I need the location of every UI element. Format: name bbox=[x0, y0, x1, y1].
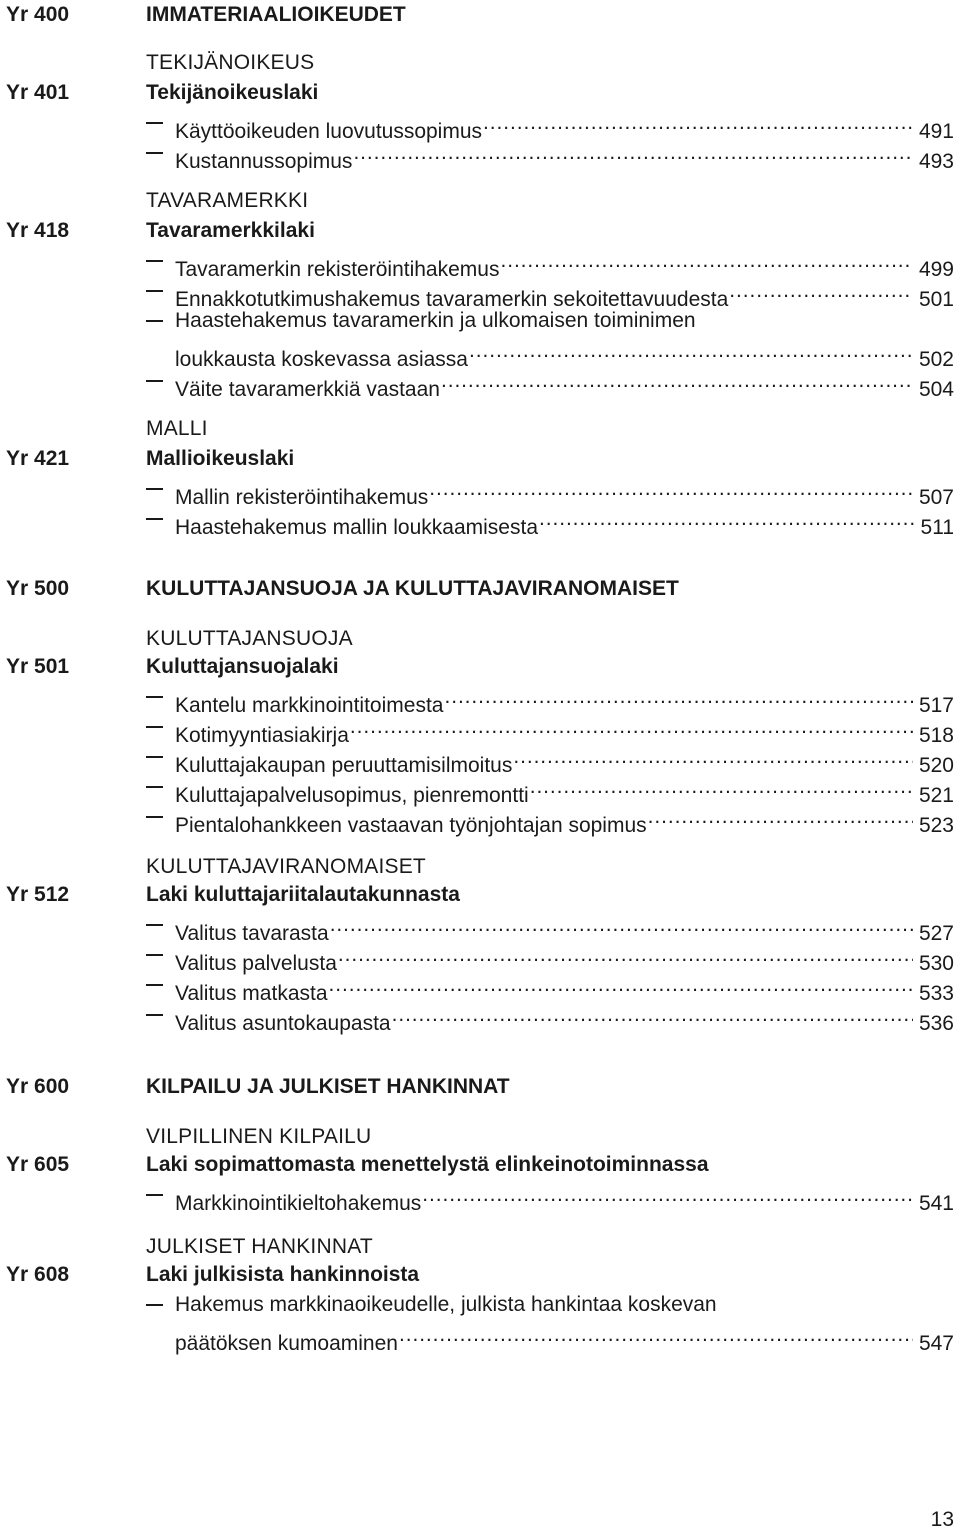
entry-line bbox=[175, 276, 954, 311]
subsection-heading: TEKIJÄNOIKEUS bbox=[146, 51, 315, 74]
toc-entry-line bbox=[0, 1290, 960, 1320]
entry-label: Kuluttajapalvelusopimus, pienremontti bbox=[175, 784, 529, 807]
entry-line bbox=[175, 910, 954, 945]
toc-entry[interactable] bbox=[0, 108, 960, 143]
entry-label: Tavaramerkin rekisteröintihakemus bbox=[175, 258, 500, 281]
law-title: Laki kuluttajariitalautakunnasta bbox=[146, 883, 460, 906]
entry-line bbox=[175, 682, 954, 717]
entry-page-number: 530 bbox=[918, 952, 954, 975]
entry-label: päätöksen kumoaminen bbox=[175, 1332, 398, 1355]
entry-line bbox=[175, 336, 954, 371]
entry-label: Valitus palvelusta bbox=[175, 952, 337, 975]
entry-label: Valitus matkasta bbox=[175, 982, 328, 1005]
dot-leader bbox=[647, 802, 913, 832]
entry-line bbox=[175, 1320, 954, 1355]
section-title: KILPAILU JA JULKISET HANKINNAT bbox=[146, 1075, 510, 1098]
entry-page-number: 493 bbox=[918, 150, 954, 173]
toc-entry[interactable] bbox=[0, 970, 960, 1005]
entry-dash bbox=[146, 518, 163, 520]
dot-leader bbox=[337, 940, 913, 970]
dot-leader bbox=[398, 1320, 913, 1350]
section-title: IMMATERIAALIOIKEUDET bbox=[146, 3, 406, 26]
entry-dash bbox=[146, 380, 163, 382]
toc-entry[interactable] bbox=[0, 940, 960, 975]
toc-entry[interactable] bbox=[0, 742, 960, 777]
entry-line bbox=[175, 108, 954, 143]
entry-dash bbox=[146, 924, 163, 926]
entry-label: Haastehakemus mallin loukkaamisesta bbox=[175, 516, 538, 539]
toc-entry[interactable] bbox=[0, 802, 960, 837]
subsection-heading-row bbox=[0, 1122, 960, 1152]
entry-dash bbox=[146, 984, 163, 986]
entry-dash bbox=[146, 786, 163, 788]
section-title-row bbox=[0, 1072, 960, 1102]
toc-entry[interactable] bbox=[0, 910, 960, 945]
toc-entry[interactable] bbox=[0, 1000, 960, 1035]
entry-label: Valitus tavarasta bbox=[175, 922, 329, 945]
subsection-heading-row bbox=[0, 852, 960, 882]
entry-line bbox=[175, 504, 954, 539]
dot-leader bbox=[538, 504, 915, 534]
entry-dash bbox=[146, 320, 163, 322]
entry-dash bbox=[146, 726, 163, 728]
toc-entry[interactable] bbox=[0, 504, 960, 539]
entry-page-number: 521 bbox=[918, 784, 954, 807]
toc-entry[interactable] bbox=[0, 1180, 960, 1215]
entry-page-number: 504 bbox=[918, 378, 954, 401]
toc-entry[interactable] bbox=[0, 772, 960, 807]
law-code: Yr 421 bbox=[6, 447, 70, 470]
law-row bbox=[0, 216, 960, 246]
entry-dash bbox=[146, 1304, 163, 1306]
subsection-heading: KULUTTAJANSUOJA bbox=[146, 627, 353, 650]
entry-page-number: 536 bbox=[918, 1012, 954, 1035]
section-code: Yr 500 bbox=[6, 577, 70, 600]
entry-label: Pientalohankkeen vastaavan työnjohtajan sopimus bbox=[175, 814, 647, 837]
entry-label: Ennakkotutkimushakemus tavaramerkin sekoitettavuudesta bbox=[175, 288, 729, 311]
dot-leader bbox=[421, 1180, 913, 1210]
section-code: Yr 600 bbox=[6, 1075, 70, 1098]
dot-leader bbox=[428, 474, 913, 504]
entry-page-number: 491 bbox=[918, 120, 954, 143]
entry-page-number: 527 bbox=[918, 922, 954, 945]
entry-line bbox=[175, 474, 954, 509]
subsection-heading-row bbox=[0, 1232, 960, 1262]
entry-dash bbox=[146, 152, 163, 154]
entry-dash bbox=[146, 816, 163, 818]
dot-leader bbox=[443, 682, 912, 712]
law-code: Yr 512 bbox=[6, 883, 70, 906]
subsection-heading: KULUTTAJAVIRANOMAISET bbox=[146, 855, 426, 878]
entry-label: Kuluttajakaupan peruuttamisilmoitus bbox=[175, 754, 513, 777]
toc-entry[interactable] bbox=[0, 138, 960, 173]
dot-leader bbox=[728, 276, 913, 306]
entry-label: Väite tavaramerkkiä vastaan bbox=[175, 378, 440, 401]
dot-leader bbox=[328, 970, 913, 1000]
entry-dash bbox=[146, 1194, 163, 1196]
entry-page-number: 541 bbox=[918, 1192, 954, 1215]
toc-entry[interactable] bbox=[0, 1320, 960, 1355]
law-title: Mallioikeuslaki bbox=[146, 447, 295, 470]
dot-leader bbox=[440, 366, 913, 396]
entry-dash bbox=[146, 260, 163, 262]
toc-entry-line bbox=[0, 306, 960, 336]
law-row bbox=[0, 652, 960, 682]
law-code: Yr 501 bbox=[6, 655, 70, 678]
law-row bbox=[0, 78, 960, 108]
entry-dash bbox=[146, 954, 163, 956]
law-code: Yr 401 bbox=[6, 81, 70, 104]
entry-page-number: 501 bbox=[918, 288, 954, 311]
law-code: Yr 605 bbox=[6, 1153, 70, 1176]
subsection-heading: TAVARAMERKKI bbox=[146, 189, 309, 212]
entry-line bbox=[175, 802, 954, 837]
toc-entry[interactable] bbox=[0, 276, 960, 311]
law-title: Tekijänoikeuslaki bbox=[146, 81, 319, 104]
dot-leader bbox=[349, 712, 913, 742]
entry-dash bbox=[146, 122, 163, 124]
entry-line bbox=[175, 1000, 954, 1035]
entry-line bbox=[175, 712, 954, 747]
entry-page-number: 518 bbox=[918, 724, 954, 747]
entry-page-number: 507 bbox=[918, 486, 954, 509]
entry-line bbox=[175, 1180, 954, 1215]
toc-entry[interactable] bbox=[0, 246, 960, 281]
subsection-heading-row bbox=[0, 186, 960, 216]
entry-page-number: 520 bbox=[918, 754, 954, 777]
dot-leader bbox=[499, 246, 912, 276]
entry-page-number: 523 bbox=[918, 814, 954, 837]
entry-label: Kantelu markkinointitoimesta bbox=[175, 694, 444, 717]
law-title: Laki sopimattomasta menettelystä elinkeinotoiminnassa bbox=[146, 1153, 709, 1176]
entry-page-number: 511 bbox=[920, 516, 954, 539]
section-title-row bbox=[0, 574, 960, 604]
dot-leader bbox=[352, 138, 913, 168]
law-row bbox=[0, 880, 960, 910]
entry-label: Kotimyyntiasiakirja bbox=[175, 724, 349, 747]
entry-line bbox=[175, 366, 954, 401]
entry-dash bbox=[146, 290, 163, 292]
subsection-heading-row bbox=[0, 414, 960, 444]
entry-label: loukkausta koskevassa asiassa bbox=[175, 348, 468, 371]
dot-leader bbox=[468, 336, 913, 366]
entry-line bbox=[175, 246, 954, 281]
law-code: Yr 418 bbox=[6, 219, 70, 242]
entry-line bbox=[175, 940, 954, 975]
law-row bbox=[0, 444, 960, 474]
subsection-heading-row bbox=[0, 624, 960, 654]
toc-entry[interactable] bbox=[0, 336, 960, 371]
law-row bbox=[0, 1150, 960, 1180]
entry-label: Mallin rekisteröintihakemus bbox=[175, 486, 429, 509]
subsection-heading-row bbox=[0, 48, 960, 78]
law-title: Laki julkisista hankinnoista bbox=[146, 1263, 420, 1286]
entry-page-number: 502 bbox=[918, 348, 954, 371]
entry-label: Markkinointikieltohakemus bbox=[175, 1192, 422, 1215]
dot-leader bbox=[391, 1000, 913, 1030]
subsection-heading: VILPILLINEN KILPAILU bbox=[146, 1125, 372, 1148]
entry-line bbox=[175, 742, 954, 777]
entry-page-number: 547 bbox=[918, 1332, 954, 1355]
entry-label: Kustannussopimus bbox=[175, 150, 353, 173]
entry-label: Valitus asuntokaupasta bbox=[175, 1012, 391, 1035]
dot-leader bbox=[512, 742, 913, 772]
dot-leader bbox=[482, 108, 913, 138]
entry-dash bbox=[146, 1014, 163, 1016]
section-title: KULUTTAJANSUOJA JA KULUTTAJAVIRANOMAISET bbox=[146, 577, 679, 600]
entry-label-line1: Hakemus markkinaoikeudelle, julkista hankintaa koskevan bbox=[175, 1293, 717, 1316]
entry-label-line1: Haastehakemus tavaramerkin ja ulkomaisen toiminimen bbox=[175, 309, 696, 332]
section-title-row bbox=[0, 0, 960, 30]
entry-dash bbox=[146, 756, 163, 758]
entry-line bbox=[175, 772, 954, 807]
entry-page-number: 517 bbox=[918, 694, 954, 717]
toc-entry[interactable] bbox=[0, 712, 960, 747]
entry-page-number: 533 bbox=[918, 982, 954, 1005]
entry-line bbox=[175, 138, 954, 173]
entry-dash bbox=[146, 488, 163, 490]
toc-entry[interactable] bbox=[0, 474, 960, 509]
subsection-heading: MALLI bbox=[146, 417, 208, 440]
law-row bbox=[0, 1260, 960, 1290]
entry-dash bbox=[146, 696, 163, 698]
subsection-heading: JULKISET HANKINNAT bbox=[146, 1235, 373, 1258]
entry-page-number: 499 bbox=[918, 258, 954, 281]
law-code: Yr 608 bbox=[6, 1263, 70, 1286]
section-code: Yr 400 bbox=[6, 3, 70, 26]
law-title: Tavaramerkkilaki bbox=[146, 219, 315, 242]
page-number: 13 bbox=[930, 1508, 954, 1531]
entry-line bbox=[175, 970, 954, 1005]
toc-entry[interactable] bbox=[0, 366, 960, 401]
law-title: Kuluttajansuojalaki bbox=[146, 655, 339, 678]
dot-leader bbox=[529, 772, 913, 802]
dot-leader bbox=[329, 910, 913, 940]
toc-entry[interactable] bbox=[0, 682, 960, 717]
entry-label: Käyttöoikeuden luovutussopimus bbox=[175, 120, 483, 143]
